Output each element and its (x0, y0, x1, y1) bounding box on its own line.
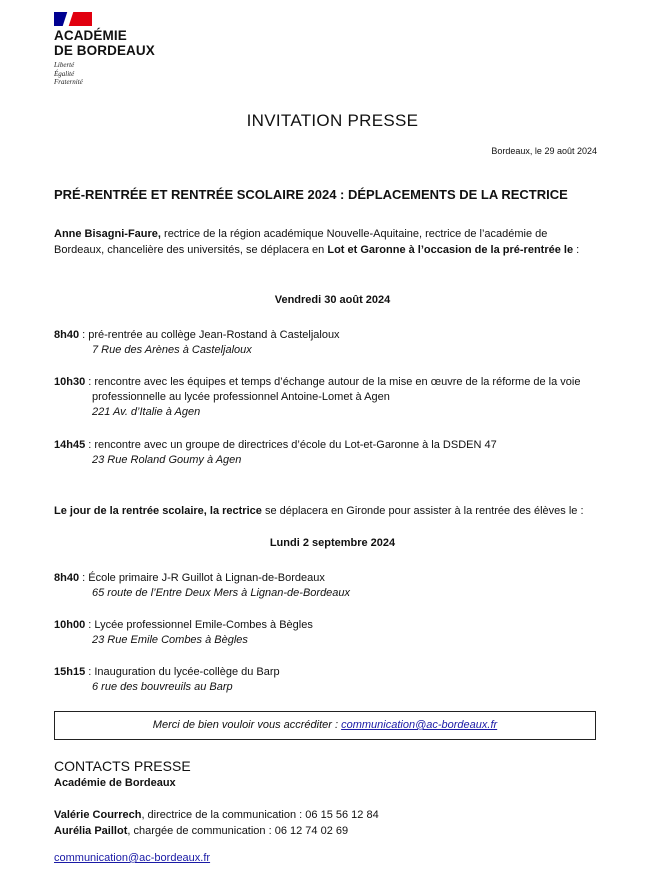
day2-heading: Lundi 2 septembre 2024 (269, 537, 396, 549)
event-item: 8h40 : pré-rentrée au collège Jean-Rostand à Casteljaloux 7 Rue des Arènes à Casteljaloux (54, 329, 340, 356)
section-heading: PRÉ-RENTRÉE ET RENTRÉE SCOLAIRE 2024 : DÉPLACEMENTS DE LA RECTRICE (54, 187, 568, 202)
academy-logo (54, 12, 184, 87)
logo-name: ACADÉMIE DE BORDEAUX (54, 28, 155, 58)
day1-heading: Vendredi 30 août 2024 (274, 294, 391, 306)
marianne-flag-icon (54, 12, 92, 26)
contacts-email-link[interactable]: communication@ac-bordeaux.fr (54, 852, 211, 864)
page-title: INVITATION PRESSE (246, 111, 419, 130)
event-item: 8h40 : École primaire J-R Guillot à Lignan-de-Bordeaux 65 route de l’Entre Deux Mers à Lignan-de-Bordeaux (54, 572, 351, 599)
contact-person: Aurélia Paillot, chargée de communication : 06 12 74 02 69 (54, 825, 349, 837)
logo-motto: Liberté Égalité Fraternité (54, 61, 83, 86)
contacts-org: Académie de Bordeaux (54, 777, 176, 789)
contacts-email (54, 852, 210, 864)
accreditation-box: Merci de bien vouloir vous accréditer : communication@ac-bordeaux.fr (54, 711, 596, 740)
accreditation-email-link[interactable]: communication@ac-bordeaux.fr (341, 719, 498, 731)
event-item: 10h00 : Lycée professionnel Emile-Combes à Bègles 23 Rue Emile Combes à Bègles (54, 619, 313, 646)
event-item: 10h30 : rencontre avec les équipes et temps d’échange autour de la mise en œuvre de la réforme de la voie professionnelle au lycée professionnel Antoine-Lomet à Agen 221 Av. d’Italie à Agen (54, 376, 581, 418)
event-item: 14h45 : rencontre avec un groupe de directrices d’école du Lot-et-Garonne à la DSDEN 47 23 Rue Roland Goumy à Agen (54, 439, 497, 466)
intro-paragraph: Anne Bisagni-Faure, rectrice de la région académique Nouvelle-Aquitaine, rectrice de l’académie de Bordeaux, chancelière des universités, se déplacera en Lot et Garonne à l’occasion de la pré-rentrée le : (54, 228, 580, 256)
event-item: 15h15 : Inauguration du lycée-collège du Barp 6 rue des bouvreuils au Barp (54, 666, 280, 693)
contact-person: Valérie Courrech, directrice de la communication : 06 15 56 12 84 (54, 809, 379, 821)
document-date: Bordeaux, le 29 août 2024 (491, 146, 597, 156)
contacts-title: CONTACTS PRESSE (54, 758, 191, 774)
rentree-paragraph: Le jour de la rentrée scolaire, la rectrice se déplacera en Gironde pour assister à la rentrée des élèves le : (54, 505, 584, 517)
